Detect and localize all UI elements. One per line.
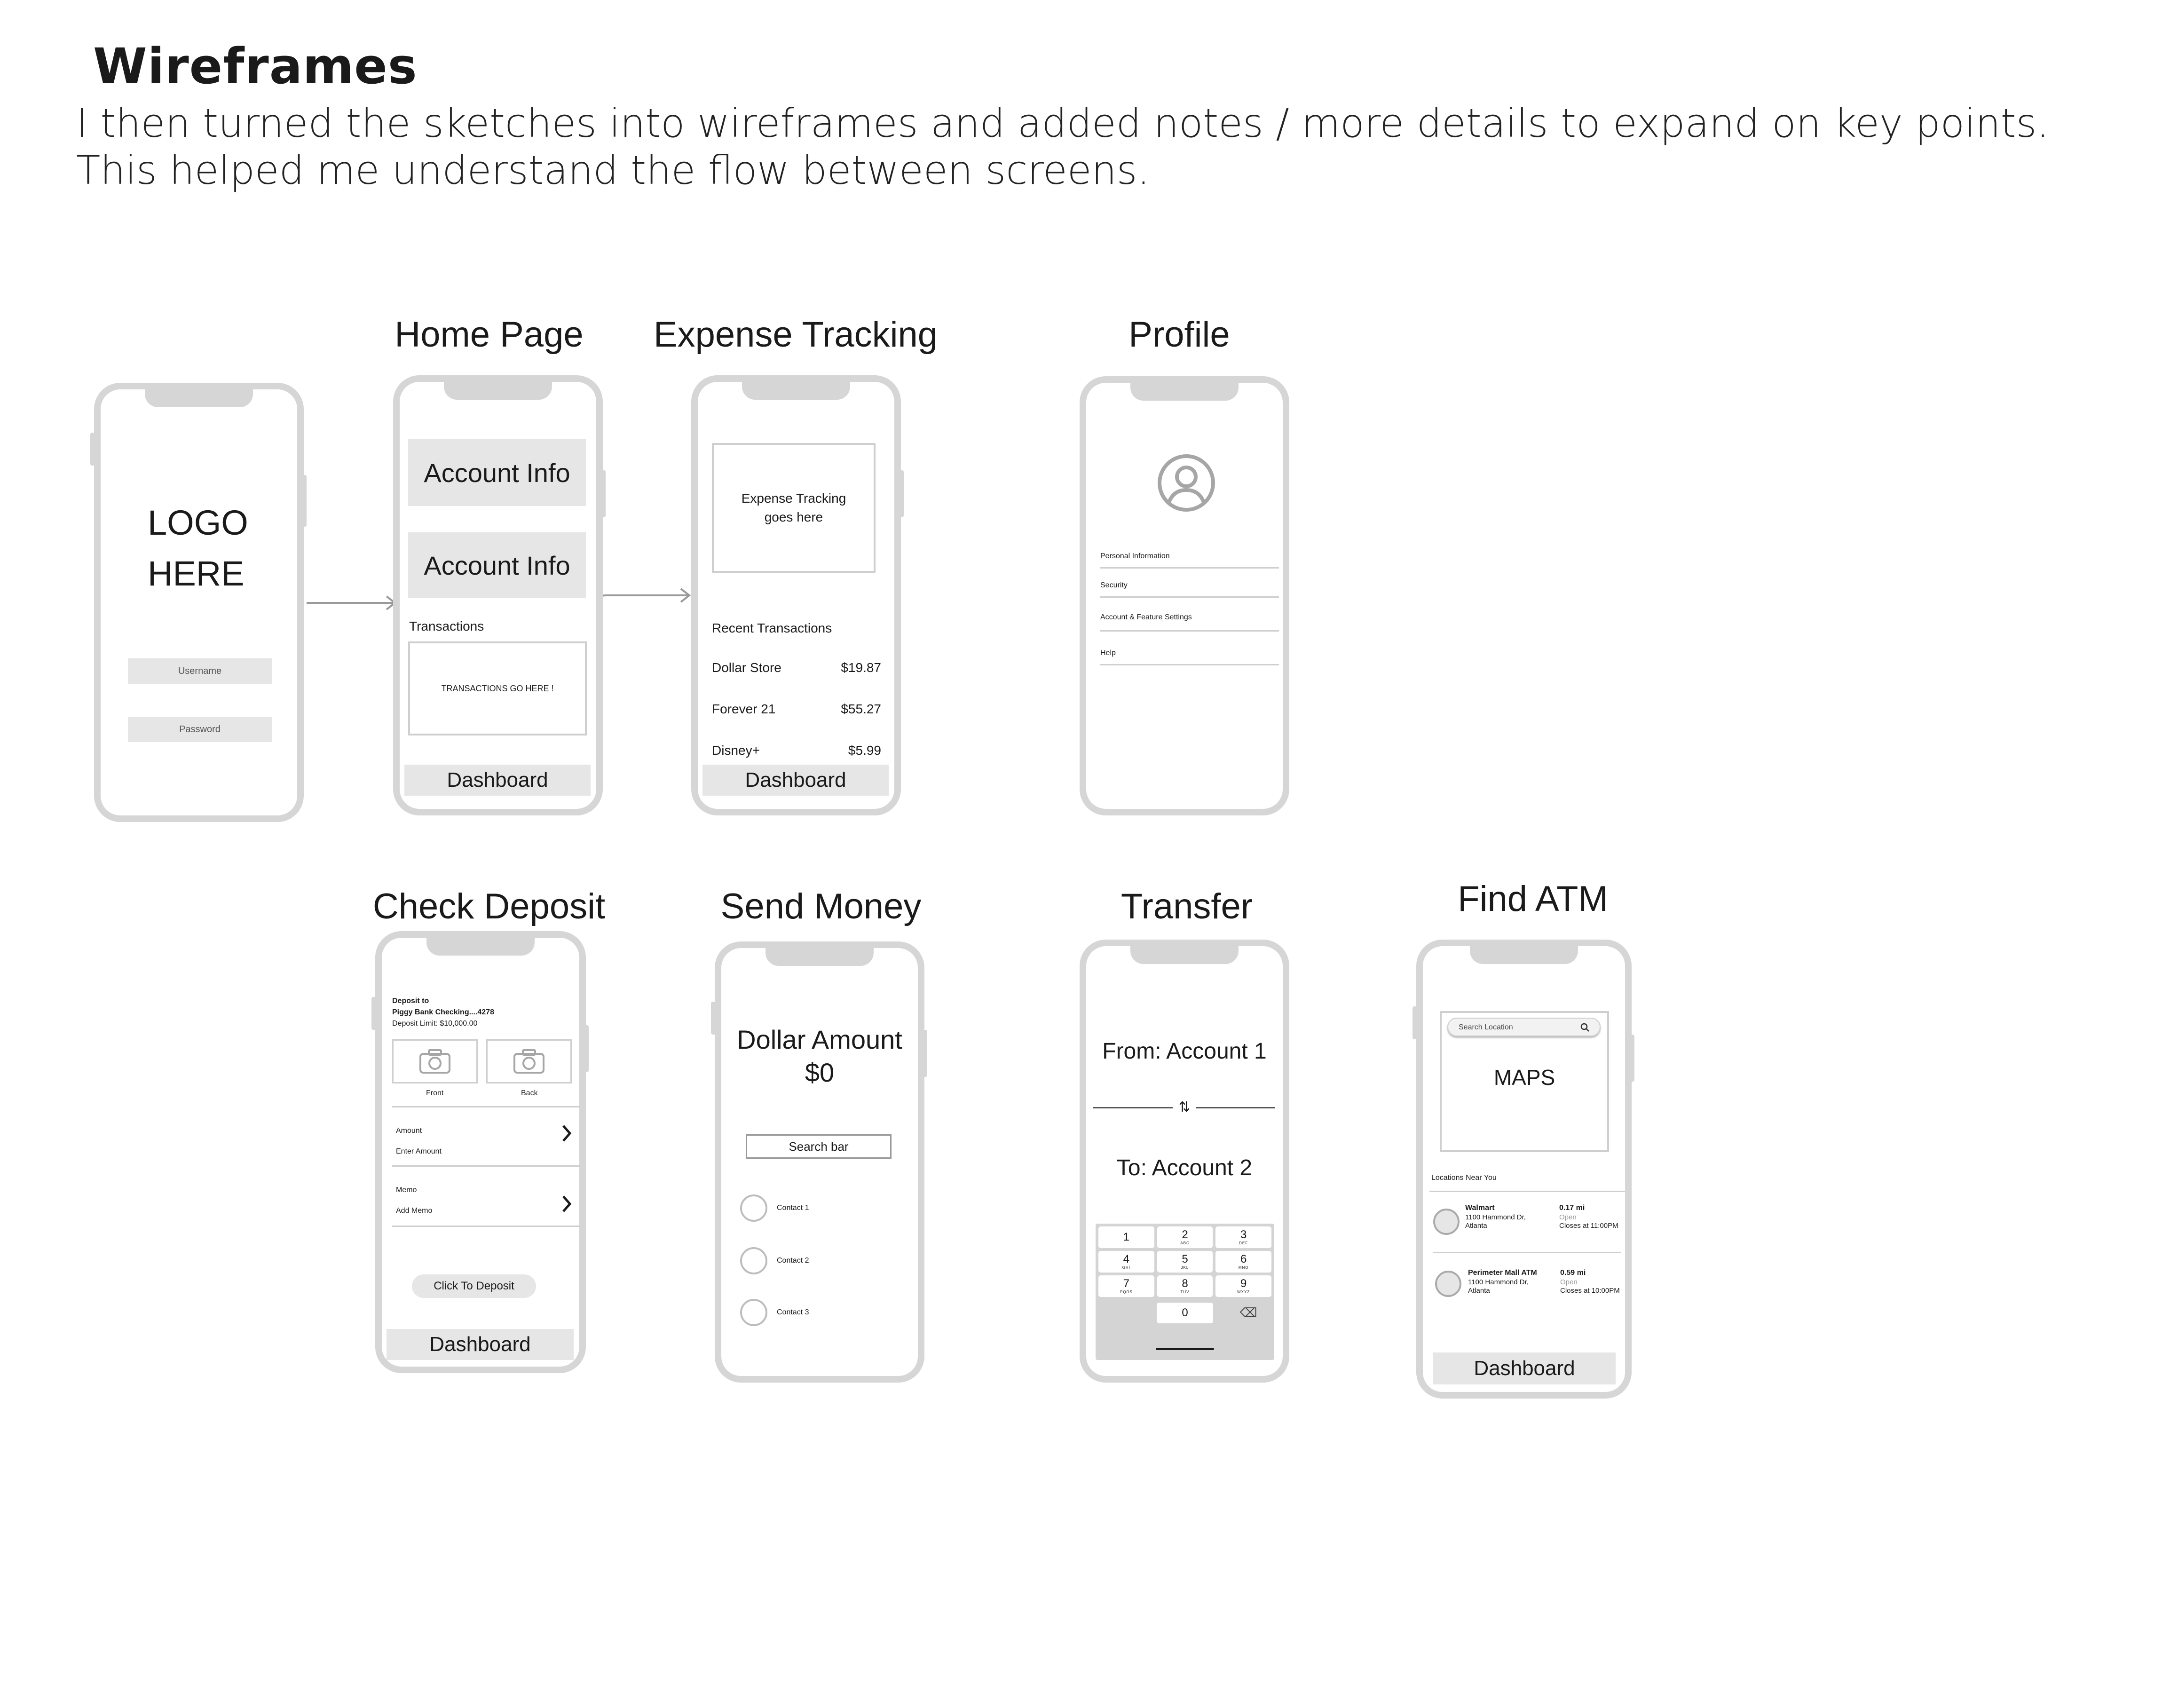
- transactions-box: TRANSACTIONS GO HERE !: [408, 641, 587, 735]
- search-input[interactable]: Search bar: [746, 1134, 892, 1159]
- recent-transactions-label: Recent Transactions: [712, 621, 832, 635]
- location-pin-icon: [1435, 1271, 1461, 1297]
- atm-city: Atlanta: [1468, 1287, 1490, 1295]
- expense-tracking-title: Expense Tracking: [653, 315, 938, 355]
- front-label: Front: [426, 1089, 444, 1097]
- keypad-digit: 8: [1182, 1277, 1188, 1290]
- amount-label: Amount: [396, 1127, 422, 1135]
- atm-distance: 0.17 mi: [1559, 1204, 1585, 1212]
- atm-location-item[interactable]: [1423, 1198, 1625, 1250]
- keypad-digit: 1: [1123, 1231, 1129, 1243]
- to-account[interactable]: To: Account 2: [1116, 1155, 1253, 1180]
- transaction-row[interactable]: [712, 702, 881, 717]
- divider: [1100, 664, 1279, 665]
- search-icon[interactable]: [1580, 1022, 1590, 1033]
- keypad-digit: 3: [1240, 1228, 1247, 1241]
- description-line-1: I then turned the sketches into wireframes and added notes / more details to expand on key points.: [76, 100, 2050, 146]
- profile-item-security[interactable]: Security: [1100, 581, 1128, 589]
- deposit-limit: Deposit Limit: $10,000.00: [392, 1020, 478, 1028]
- transfer-phone: [1080, 940, 1289, 1383]
- camera-icon: [513, 1048, 545, 1075]
- divider: [1100, 596, 1279, 598]
- dollar-amount-display: [721, 1023, 918, 1089]
- divider: [392, 1106, 580, 1107]
- keypad-key-7[interactable]: [1098, 1275, 1154, 1297]
- expense-phone: [691, 375, 901, 815]
- dashboard-button[interactable]: Dashboard: [387, 1329, 574, 1360]
- divider: [1433, 1252, 1621, 1253]
- atm-distance: 0.59 mi: [1560, 1269, 1586, 1277]
- login-phone: [94, 383, 304, 822]
- locations-near-you-label: Locations Near You: [1431, 1174, 1497, 1182]
- divider: [1100, 567, 1279, 569]
- keypad-key-5[interactable]: [1157, 1251, 1213, 1273]
- phone-side-button: [1630, 1035, 1634, 1082]
- memo-input[interactable]: Add Memo: [396, 1207, 433, 1215]
- atm-city: Atlanta: [1465, 1222, 1487, 1230]
- map-placeholder[interactable]: [1440, 1011, 1609, 1152]
- transaction-row[interactable]: [712, 660, 881, 675]
- send-money-phone: [715, 941, 924, 1383]
- send-money-title: Send Money: [720, 886, 922, 926]
- number-keypad: [1096, 1224, 1274, 1360]
- check-deposit-phone: [375, 931, 586, 1373]
- find-atm-title: Find ATM: [1458, 879, 1608, 919]
- divider: [1100, 630, 1279, 632]
- expense-box-line-2: goes here: [764, 510, 823, 524]
- chevron-right-icon[interactable]: [560, 1194, 573, 1213]
- logo-line-2: HERE: [148, 554, 245, 593]
- find-atm-phone: [1416, 940, 1632, 1399]
- atm-name: Walmart: [1465, 1204, 1495, 1212]
- from-account[interactable]: From: Account 1: [1102, 1039, 1267, 1064]
- account-info-card-1[interactable]: Account Info: [408, 439, 586, 506]
- contact-3[interactable]: Contact 3: [777, 1308, 809, 1316]
- deposit-to-label: Deposit to: [392, 997, 429, 1005]
- password-input[interactable]: Password: [128, 717, 272, 742]
- divider: [392, 1165, 580, 1167]
- profile-item-personal-information[interactable]: Personal Information: [1100, 552, 1170, 560]
- keypad-key-9[interactable]: [1215, 1275, 1271, 1297]
- back-photo-button[interactable]: [486, 1039, 572, 1083]
- keypad-digit: 2: [1182, 1228, 1188, 1241]
- front-photo-button[interactable]: [392, 1039, 478, 1083]
- atm-address: 1100 Hammond Dr,: [1465, 1213, 1526, 1221]
- expense-chart-placeholder: [712, 443, 876, 573]
- contact-2[interactable]: Contact 2: [777, 1257, 809, 1265]
- divider: [1429, 1191, 1625, 1192]
- contact-avatar-icon: [740, 1247, 767, 1274]
- transactions-label[interactable]: Transactions: [409, 619, 484, 633]
- atm-location-item[interactable]: [1423, 1259, 1625, 1311]
- delete-icon[interactable]: ⌫: [1239, 1306, 1257, 1320]
- profile-phone: [1080, 376, 1289, 815]
- check-deposit-title: Check Deposit: [372, 886, 606, 926]
- amount-input[interactable]: Enter Amount: [396, 1147, 442, 1155]
- dollar-amount-label: Dollar Amount: [737, 1025, 902, 1054]
- home-phone: [393, 375, 603, 815]
- chevron-right-icon[interactable]: [560, 1124, 573, 1143]
- dashboard-button[interactable]: Dashboard: [1433, 1352, 1616, 1384]
- back-label: Back: [521, 1089, 538, 1097]
- keypad-letters: MNO: [1238, 1265, 1249, 1270]
- map-label: MAPS: [1493, 1065, 1555, 1090]
- divider: [392, 1226, 580, 1227]
- location-pin-icon: [1433, 1209, 1460, 1235]
- profile-title: Profile: [1128, 315, 1230, 355]
- logo-placeholder: [148, 498, 248, 599]
- page-title: Wireframes: [93, 38, 418, 95]
- dashboard-button[interactable]: Dashboard: [404, 765, 591, 796]
- phone-side-button: [923, 1030, 927, 1077]
- keypad-digit: 4: [1123, 1253, 1129, 1265]
- phone-side-button: [584, 1025, 589, 1072]
- keypad-key-0[interactable]: 0: [1157, 1303, 1213, 1323]
- keypad-letters: TUV: [1180, 1290, 1190, 1294]
- atm-name: Perimeter Mall ATM: [1468, 1269, 1537, 1277]
- keypad-digit: 6: [1240, 1253, 1247, 1265]
- keypad-key-8[interactable]: [1157, 1275, 1213, 1297]
- keypad-letters: JKL: [1181, 1265, 1189, 1270]
- phone-side-button: [601, 470, 606, 517]
- home-indicator: [1156, 1348, 1214, 1350]
- logo-line-1: LOGO: [148, 503, 248, 542]
- arrow-login-to-home: [307, 596, 395, 609]
- phone-side-button: [302, 475, 307, 527]
- transaction-amount: $19.87: [841, 660, 881, 675]
- contact-avatar-icon: [740, 1299, 767, 1326]
- atm-status: Open: [1559, 1213, 1577, 1221]
- phone-side-button: [711, 1002, 716, 1035]
- dollar-amount-value: $0: [805, 1058, 835, 1087]
- keypad-key-3[interactable]: [1215, 1226, 1271, 1248]
- keypad-digit: 5: [1182, 1253, 1188, 1265]
- keypad-grid: [1098, 1226, 1271, 1297]
- keypad-key-6[interactable]: [1215, 1251, 1271, 1273]
- deposit-account[interactable]: Piggy Bank Checking....4278: [392, 1008, 494, 1016]
- keypad-letters: ABC: [1180, 1241, 1190, 1245]
- keypad-key-2[interactable]: [1157, 1226, 1213, 1248]
- transaction-name: Dollar Store: [712, 660, 781, 675]
- atm-status: Open: [1560, 1278, 1578, 1286]
- location-search-placeholder: Search Location: [1459, 1023, 1513, 1031]
- profile-item-account-settings[interactable]: Account & Feature Settings: [1100, 613, 1192, 621]
- click-to-deposit-button[interactable]: Click To Deposit: [412, 1274, 536, 1298]
- phone-side-button: [90, 433, 95, 466]
- phone-side-button: [371, 997, 376, 1030]
- description-line-2: This helped me understand the flow between screens.: [76, 147, 1150, 193]
- transaction-amount: $55.27: [841, 702, 881, 716]
- transaction-amount: $5.99: [848, 743, 881, 758]
- user-avatar-icon[interactable]: [1157, 453, 1216, 513]
- home-page-title: Home Page: [395, 315, 584, 355]
- camera-icon: [418, 1048, 451, 1075]
- expense-box-line-1: Expense Tracking: [741, 491, 846, 506]
- keypad-letters: WXYZ: [1237, 1290, 1250, 1294]
- location-search-input[interactable]: [1447, 1018, 1601, 1036]
- atm-hours: Closes at 10:00PM: [1560, 1287, 1620, 1295]
- username-input[interactable]: Username: [128, 658, 272, 684]
- transfer-title: Transfer: [1121, 886, 1253, 926]
- keypad-key-4[interactable]: [1098, 1251, 1154, 1273]
- keypad-letters: PQRS: [1120, 1290, 1133, 1294]
- phone-side-button: [899, 470, 904, 517]
- profile-item-help[interactable]: Help: [1100, 649, 1116, 657]
- dashboard-button[interactable]: Dashboard: [702, 765, 889, 796]
- account-info-card-2[interactable]: Account Info: [408, 532, 586, 598]
- transaction-name: Forever 21: [712, 702, 776, 716]
- atm-hours: Closes at 11:00PM: [1559, 1222, 1618, 1230]
- keypad-key-1[interactable]: [1098, 1226, 1154, 1248]
- phone-side-button: [1413, 1006, 1417, 1039]
- atm-address: 1100 Hammond Dr,: [1468, 1278, 1529, 1286]
- keypad-digit: 7: [1123, 1277, 1129, 1290]
- transaction-name: Disney+: [712, 743, 760, 758]
- memo-label: Memo: [396, 1186, 417, 1194]
- keypad-letters: DEF: [1239, 1241, 1248, 1245]
- swap-icon[interactable]: ⇅: [1173, 1098, 1196, 1116]
- keypad-letters: GHI: [1122, 1265, 1130, 1270]
- contact-avatar-icon: [740, 1194, 767, 1222]
- keypad-digit: 9: [1240, 1277, 1247, 1290]
- transaction-row[interactable]: [712, 743, 881, 758]
- contact-1[interactable]: Contact 1: [777, 1204, 809, 1212]
